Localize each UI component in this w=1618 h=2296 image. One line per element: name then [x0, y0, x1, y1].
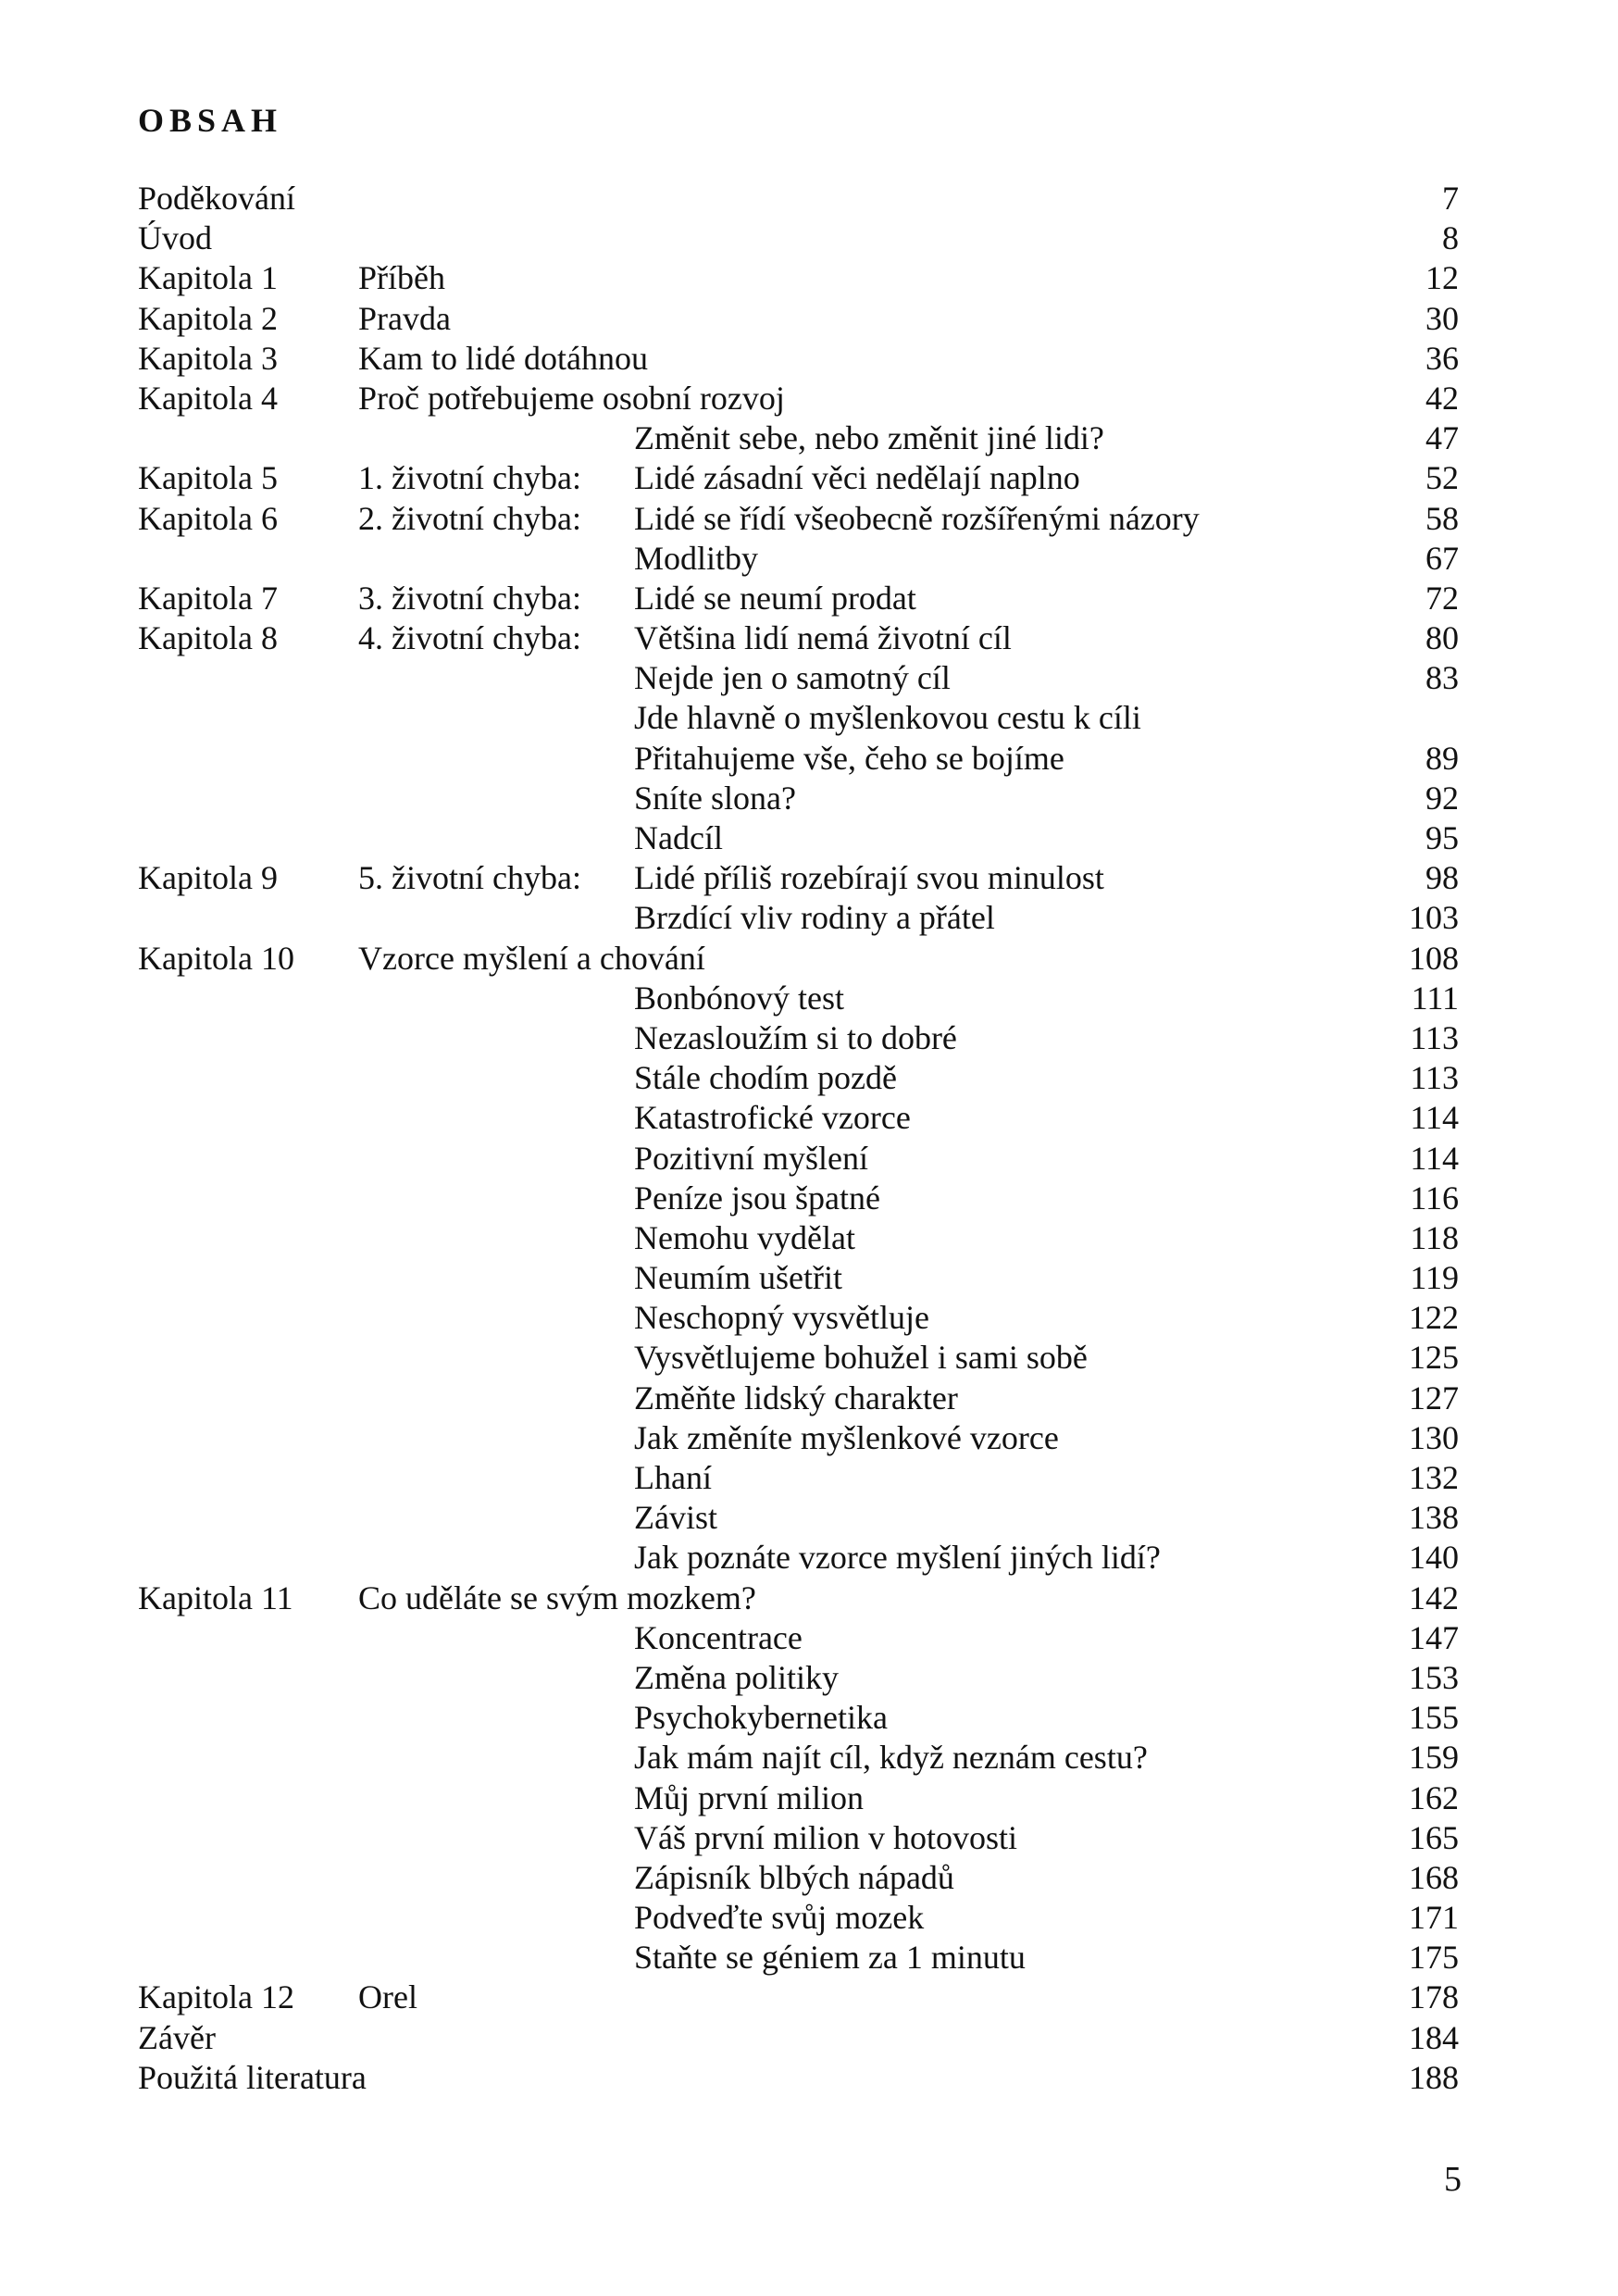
- table-of-contents: [138, 179, 1459, 2098]
- toc-page-number: 119: [1410, 1259, 1459, 1297]
- toc-entry: [138, 698, 1459, 738]
- toc-subtitle: Koncentrace: [634, 1618, 803, 1656]
- toc-entry: [138, 499, 1459, 539]
- toc-entry: [138, 1898, 1459, 1938]
- toc-page-number: 132: [1409, 1459, 1459, 1496]
- toc-label: Kapitola 1: [138, 259, 278, 297]
- toc-entry: [138, 1218, 1459, 1258]
- toc-title: Kam to lidé dotáhnou: [358, 339, 648, 377]
- toc-page-number: 47: [1425, 419, 1459, 457]
- toc-entry: [138, 299, 1459, 339]
- toc-page-number: 114: [1410, 1139, 1459, 1177]
- toc-entry: [138, 739, 1459, 779]
- toc-page-number: 83: [1425, 659, 1459, 697]
- toc-entry: [138, 1698, 1459, 1738]
- toc-subtitle: Lhaní: [634, 1459, 712, 1496]
- toc-page-number: 67: [1425, 539, 1459, 577]
- toc-page-number: 108: [1409, 939, 1459, 977]
- toc-subtitle: Jak mám najít cíl, když neznám cestu?: [634, 1739, 1148, 1777]
- toc-page-number: 114: [1410, 1099, 1459, 1137]
- toc-page-number: 162: [1409, 1778, 1459, 1816]
- toc-entry: [138, 858, 1459, 898]
- toc-page-number: 159: [1409, 1739, 1459, 1777]
- toc-page-number: 130: [1409, 1418, 1459, 1456]
- toc-page-number: 155: [1409, 1699, 1459, 1737]
- toc-subtitle: Závist: [634, 1499, 717, 1537]
- toc-label: Poděkování: [138, 180, 295, 217]
- toc-title: Příběh: [358, 259, 445, 297]
- toc-page-number: 175: [1409, 1939, 1459, 1977]
- toc-page-number: 103: [1409, 899, 1459, 937]
- toc-subtitle: Změňte lidský charakter: [634, 1379, 958, 1416]
- toc-page-number: 138: [1409, 1499, 1459, 1537]
- toc-title: Proč potřebujeme osobní rozvoj: [358, 379, 785, 417]
- toc-page-number: 142: [1409, 1578, 1459, 1616]
- toc-entry: [138, 1018, 1459, 1058]
- toc-entry: [138, 379, 1459, 418]
- toc-subtitle: Staňte se géniem za 1 minutu: [634, 1939, 1026, 1977]
- toc-label: Kapitola 9: [138, 859, 278, 897]
- toc-page-number: 98: [1425, 859, 1459, 897]
- toc-entry: [138, 1379, 1459, 1418]
- toc-entry: [138, 618, 1459, 658]
- toc-title: 5. životní chyba:: [358, 859, 581, 897]
- toc-entry: [138, 1418, 1459, 1458]
- toc-subtitle: Lidé zásadní věci nedělají naplno: [634, 459, 1080, 497]
- toc-subtitle: Bonbónový test: [634, 979, 845, 1017]
- toc-page-number: 118: [1410, 1218, 1459, 1256]
- toc-page-number: 184: [1409, 2018, 1459, 2056]
- page-number: 5: [1444, 2160, 1462, 2199]
- toc-subtitle: Přitahujeme vše, čeho se bojíme: [634, 739, 1064, 777]
- toc-page-number: 165: [1409, 1818, 1459, 1856]
- toc-entry: [138, 1298, 1459, 1338]
- page-title: OBSAH: [138, 102, 283, 139]
- toc-subtitle: Lidé příliš rozebírají svou minulost: [634, 859, 1104, 897]
- toc-label: Kapitola 11: [138, 1578, 293, 1616]
- toc-title: Co uděláte se svým mozkem?: [358, 1578, 756, 1616]
- toc-subtitle: Nadcíl: [634, 819, 723, 856]
- toc-title: 2. životní chyba:: [358, 499, 581, 537]
- toc-entry: [138, 1658, 1459, 1698]
- toc-subtitle: Sníte slona?: [634, 779, 796, 817]
- toc-subtitle: Lidé se neumí prodat: [634, 579, 916, 617]
- toc-subtitle: Změnit sebe, nebo změnit jiné lidi?: [634, 419, 1104, 457]
- toc-page-number: 168: [1409, 1858, 1459, 1896]
- toc-entry: [138, 1778, 1459, 1818]
- toc-page-number: 122: [1409, 1299, 1459, 1337]
- toc-page-number: 52: [1425, 459, 1459, 497]
- toc-subtitle: Stále chodím pozdě: [634, 1059, 897, 1097]
- toc-title: 1. životní chyba:: [358, 459, 581, 497]
- toc-entry: [138, 1618, 1459, 1658]
- toc-entry: [138, 1738, 1459, 1778]
- toc-subtitle: Psychokybernetika: [634, 1699, 888, 1737]
- toc-page-number: 140: [1409, 1539, 1459, 1577]
- toc-page-number: 95: [1425, 819, 1459, 856]
- toc-entry: [138, 1338, 1459, 1378]
- toc-subtitle: Pozitivní myšlení: [634, 1139, 869, 1177]
- toc-entry: [138, 939, 1459, 979]
- toc-subtitle: Lidé se řídí všeobecně rozšířenými názory: [634, 499, 1200, 537]
- toc-entry: [138, 1098, 1459, 1138]
- toc-label: Kapitola 4: [138, 379, 278, 417]
- toc-entry: [138, 579, 1459, 618]
- toc-title: Orel: [358, 1978, 417, 2016]
- toc-subtitle: Jde hlavně o myšlenkovou cestu k cíli: [634, 699, 1141, 737]
- toc-page-number: 113: [1410, 1018, 1459, 1056]
- toc-entry: [138, 2058, 1459, 2098]
- toc-entry: [138, 818, 1459, 858]
- toc-page-number: 42: [1425, 379, 1459, 417]
- toc-subtitle: Změna politiky: [634, 1658, 839, 1696]
- toc-page-number: 7: [1442, 180, 1459, 217]
- toc-page-number: 58: [1425, 499, 1459, 537]
- toc-subtitle: Katastrofické vzorce: [634, 1099, 911, 1137]
- toc-label: Kapitola 3: [138, 339, 278, 377]
- toc-label: Kapitola 10: [138, 939, 294, 977]
- toc-page-number: 111: [1411, 979, 1459, 1017]
- toc-subtitle: Nejde jen o samotný cíl: [634, 659, 951, 697]
- toc-subtitle: Neumím ušetřit: [634, 1259, 842, 1297]
- toc-page-number: 80: [1425, 619, 1459, 657]
- toc-page-number: 188: [1409, 2058, 1459, 2096]
- toc-label: Kapitola 2: [138, 299, 278, 337]
- toc-page-number: 89: [1425, 739, 1459, 777]
- toc-page-number: 147: [1409, 1618, 1459, 1656]
- toc-entry: [138, 1258, 1459, 1298]
- toc-subtitle: Nezasloužím si to dobré: [634, 1018, 957, 1056]
- toc-page-number: 113: [1410, 1059, 1459, 1097]
- toc-entry: [138, 979, 1459, 1018]
- toc-title: 4. životní chyba:: [358, 619, 581, 657]
- toc-subtitle: Můj první milion: [634, 1778, 865, 1816]
- toc-entry: [138, 898, 1459, 938]
- toc-subtitle: Neschopný vysvětluje: [634, 1299, 929, 1337]
- toc-entry: [138, 658, 1459, 698]
- toc-page-number: 116: [1410, 1179, 1459, 1217]
- toc-entry: [138, 179, 1459, 218]
- toc-entry: [138, 1578, 1459, 1618]
- toc-title: Vzorce myšlení a chování: [358, 939, 705, 977]
- toc-subtitle: Jak změníte myšlenkové vzorce: [634, 1418, 1059, 1456]
- toc-label: Kapitola 8: [138, 619, 278, 657]
- toc-entry: [138, 1058, 1459, 1098]
- toc-page-number: 72: [1425, 579, 1459, 617]
- toc-label: Použitá literatura: [138, 2058, 367, 2096]
- toc-entry: [138, 1858, 1459, 1898]
- toc-entry: [138, 339, 1459, 379]
- toc-entry: [138, 1179, 1459, 1218]
- toc-page-number: 125: [1409, 1339, 1459, 1377]
- toc-entry: [138, 1538, 1459, 1578]
- toc-subtitle: Podveďte svůj mozek: [634, 1899, 925, 1937]
- toc-page-number: 36: [1425, 339, 1459, 377]
- toc-page-number: 178: [1409, 1978, 1459, 2016]
- toc-label: Úvod: [138, 219, 212, 257]
- toc-entry: [138, 1978, 1459, 2017]
- toc-subtitle: Zápisník blbých nápadů: [634, 1858, 954, 1896]
- toc-page-number: 171: [1409, 1899, 1459, 1937]
- toc-page-number: 92: [1425, 779, 1459, 817]
- toc-entry: [138, 1139, 1459, 1179]
- toc-page-number: 30: [1425, 299, 1459, 337]
- toc-label: Kapitola 7: [138, 579, 278, 617]
- toc-subtitle: Modlitby: [634, 539, 759, 577]
- toc-entry: [138, 258, 1459, 298]
- toc-subtitle: Většina lidí nemá životní cíl: [634, 619, 1012, 657]
- toc-subtitle: Brzdící vliv rodiny a přátel: [634, 899, 995, 937]
- toc-title: Pravda: [358, 299, 451, 337]
- toc-entry: [138, 539, 1459, 579]
- toc-page-number: 127: [1409, 1379, 1459, 1416]
- toc-label: Kapitola 5: [138, 459, 278, 497]
- toc-subtitle: Peníze jsou špatné: [634, 1179, 880, 1217]
- toc-entry: [138, 1938, 1459, 1978]
- toc-entry: [138, 1818, 1459, 1858]
- toc-subtitle: Váš první milion v hotovosti: [634, 1818, 1017, 1856]
- toc-label: Závěr: [138, 2018, 216, 2056]
- toc-page-number: 8: [1442, 219, 1459, 257]
- toc-entry: [138, 418, 1459, 458]
- toc-title: 3. životní chyba:: [358, 579, 581, 617]
- toc-entry: [138, 779, 1459, 818]
- toc-entry: [138, 458, 1459, 498]
- toc-entry: [138, 2018, 1459, 2058]
- toc-entry: [138, 218, 1459, 258]
- toc-label: Kapitola 6: [138, 499, 278, 537]
- toc-subtitle: Jak poznáte vzorce myšlení jiných lidí?: [634, 1539, 1161, 1577]
- toc-subtitle: Nemohu vydělat: [634, 1218, 855, 1256]
- toc-entry: [138, 1498, 1459, 1538]
- toc-label: Kapitola 12: [138, 1978, 294, 2016]
- toc-entry: [138, 1458, 1459, 1498]
- toc-page-number: 153: [1409, 1658, 1459, 1696]
- toc-subtitle: Vysvětlujeme bohužel i sami sobě: [634, 1339, 1088, 1377]
- toc-page-number: 12: [1425, 259, 1459, 297]
